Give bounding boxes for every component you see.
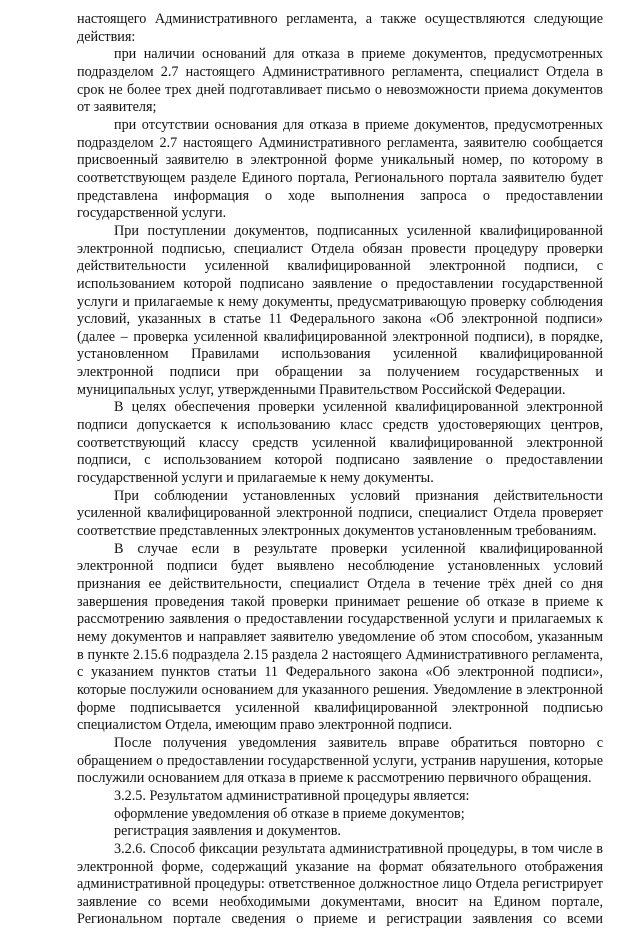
- paragraph-3-2-5: 3.2.5. Результатом административной процедуры является:: [114, 787, 470, 804]
- document-page: [77, 11, 603, 929]
- paragraph-signature-valid: При соблюдении установленных условий признания действительности усиленной квалифицированной электронной подписи, специалист Отдела проверяет соответствие представленных электронных документов установленным требованиям.: [77, 487, 603, 540]
- paragraph-continuation: настоящего Административного регламента, а также осуществляются следующие действия:: [77, 11, 603, 45]
- paragraph-certification-class: В целях обеспечения проверки усиленной квалифицированной электронной подписи допускается к использованию класс средств удостоверяющих центров, соответствующий классу средств усиленной квалифицированной электронной подписи, с использованием которой подписано заявление о предоставлении государственной услуги и прилагаемые к нему документы.: [77, 399, 603, 487]
- paragraph-no-refusal-grounds: при отсутствии основания для отказа в приеме документов, предусмотренных подразделом 2.7 настоящего Административного регламента, заявителю сообщается присвоенный заявителю в электронной форме уникальный номер, по которому в соответствующем разделе Единого портала, Регионального портала заявителю будет представлена информация о ходе выполнения запроса о предоставлении государственной услуги.: [77, 116, 603, 222]
- paragraph-repeat-request: После получения уведомления заявитель вправе обратиться повторно с обращением о предоставлении государственной услуги, устранив нарушения, которые послужили основанием для отказа в приеме к рассмотрению первичного обращения.: [77, 734, 603, 787]
- list-item-registration: регистрация заявления и документов.: [114, 823, 341, 840]
- paragraph-signature-verification: При поступлении документов, подписанных усиленной квалифицированной электронной подписью, специалист Отдела обязан провести процедуру проверки действительности усиленной квалифицированной электронной подписи, с использованием которой подписано заявление о предоставлении государственной услуги и прилагаемые к нему документы, предусматривающую проверку соблюдения условий, указанных в статье 11 Федерального закона «Об электронной подписи» (далее – проверка усиленной квалифицированной электронной подписи), в порядке, установленном Правилами использования усиленной квалифицированной электронной подписи при обращении за получением государственных и муниципальных услуг, утвержденными Правительством Российской Федерации.: [77, 222, 603, 398]
- paragraph-refusal-grounds: при наличии оснований для отказа в приеме документов, предусмотренных подразделом 2.7 настоящего Административного регламента, специалист Отдела в срок не более трех дней подготавливает письмо о невозможности приема документов от заявителя;: [77, 46, 603, 116]
- paragraph-signature-invalid: В случае если в результате проверки усиленной квалифицированной электронной подписи будет выявлено несоблюдение установленных условий признания ее действительности, специалист Отдела в течение трёх дней со дня завершения проведения такой проверки принимает решение об отказе в приеме к рассмотрению заявления о предоставлении государственной услуги и прилагаемых к нему документов и направляет заявителю уведомление об этом способом, указанным в пункте 2.15.6 подраздела 2.15 раздела 2 настоящего Административного регламента, с указанием пунктов статьи 11 Федерального закона «Об электронной подписи», которые послужили основанием для указанного решения. Уведомление в электронной форме подписывается усиленной квалифицированной электронной подписью специалистом Отдела, имеющим право электронной подписи.: [77, 540, 603, 734]
- paragraph-3-2-6: 3.2.6. Способ фиксации результата административной процедуры, в том числе в электронной форме, содержащий указание на формат обязательного отображения административной процедуры: ответственное должностное лицо Отдела регистрирует заявление со всеми необходимыми документами, вносит на Едином портале, Региональном портале сведения о приеме и регистрации заявления со всеми: [77, 840, 603, 928]
- list-item-refusal-notice: оформление уведомления об отказе в приеме документов;: [114, 805, 465, 822]
